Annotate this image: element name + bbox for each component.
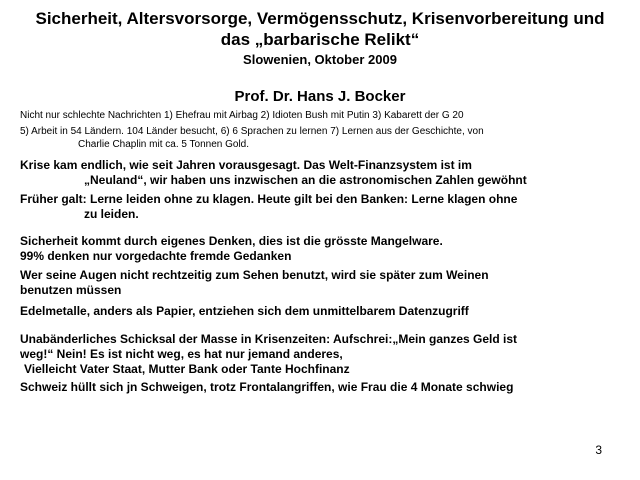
frueher-line-1: Früher galt: Lerne leiden ohne zu klagen. Heute gilt bei den Banken: Lerne klagen ohne [20, 192, 518, 206]
edelmetalle-line-1: Edelmetalle, anders als Papier, entziehen sich dem unmittelbarem Datenzugriff [20, 304, 469, 318]
paragraph-schicksal [20, 332, 620, 377]
sicherheit-line-2: 99% denken nur vorgedachte fremde Gedanken [20, 249, 292, 263]
paragraph-schweiz [20, 380, 620, 395]
augen-line-2: benutzen müssen [20, 283, 122, 297]
paragraph-augen [20, 268, 620, 298]
intro-line-2: 5) Arbeit in 54 Ländern. 104 Länder besucht, 6) 6 Sprachen zu lernen 7) Lernen aus der Geschichte, von [20, 126, 484, 137]
paragraph-sicherheit [20, 234, 620, 264]
paragraph-frueher [20, 192, 620, 222]
intro-line-3: Charlie Chaplin mit ca. 5 Tonnen Gold. [78, 138, 250, 150]
schweiz-line-1: Schweiz hüllt sich jn Schweigen, trotz Frontalangriffen, wie Frau die 4 Monate schwieg [20, 380, 514, 394]
slide-title [0, 8, 640, 50]
schicksal-line-3: Vielleicht Vater Staat, Mutter Bank oder Tante Hochfinanz [24, 362, 350, 376]
paragraph-edelmetalle [20, 304, 620, 319]
page-number: 3 [595, 443, 602, 457]
title-line-1: Sicherheit, Altersvorsorge, Vermögensschutz, Krisenvorbereitung und [35, 9, 605, 28]
intro-notes-2 [20, 126, 620, 151]
title-line-2: das „barbarische Relikt“ [220, 30, 420, 49]
paragraph-crisis [20, 158, 620, 188]
author: Prof. Dr. Hans J. Bocker [234, 88, 406, 105]
intro-line-1: Nicht nur schlechte Nachrichten 1) Ehefrau mit Airbag 2) Idioten Bush mit Putin 3) Kabarett der G 20 [20, 110, 464, 121]
subtitle: Slowenien, Oktober 2009 [243, 52, 397, 67]
schicksal-line-2: weg!“ Nein! Es ist nicht weg, es hat nur jemand anderes, [20, 347, 343, 361]
crisis-line-1: Krise kam endlich, wie seit Jahren vorausgesagt. Das Welt-Finanzsystem ist im [20, 158, 472, 172]
crisis-line-2: „Neuland“, wir haben uns inzwischen an die astronomischen Zahlen gewöhnt [84, 173, 527, 187]
augen-line-1: Wer seine Augen nicht rechtzeitig zum Sehen benutzt, wird sie später zum Weinen [20, 268, 489, 282]
intro-notes [20, 110, 620, 123]
sicherheit-line-1: Sicherheit kommt durch eigenes Denken, dies ist die grösste Mangelware. [20, 234, 443, 248]
schicksal-line-1: Unabänderliches Schicksal der Masse in Krisenzeiten: Aufschrei:„Mein ganzes Geld ist [20, 332, 518, 346]
frueher-line-2: zu leiden. [84, 207, 139, 221]
